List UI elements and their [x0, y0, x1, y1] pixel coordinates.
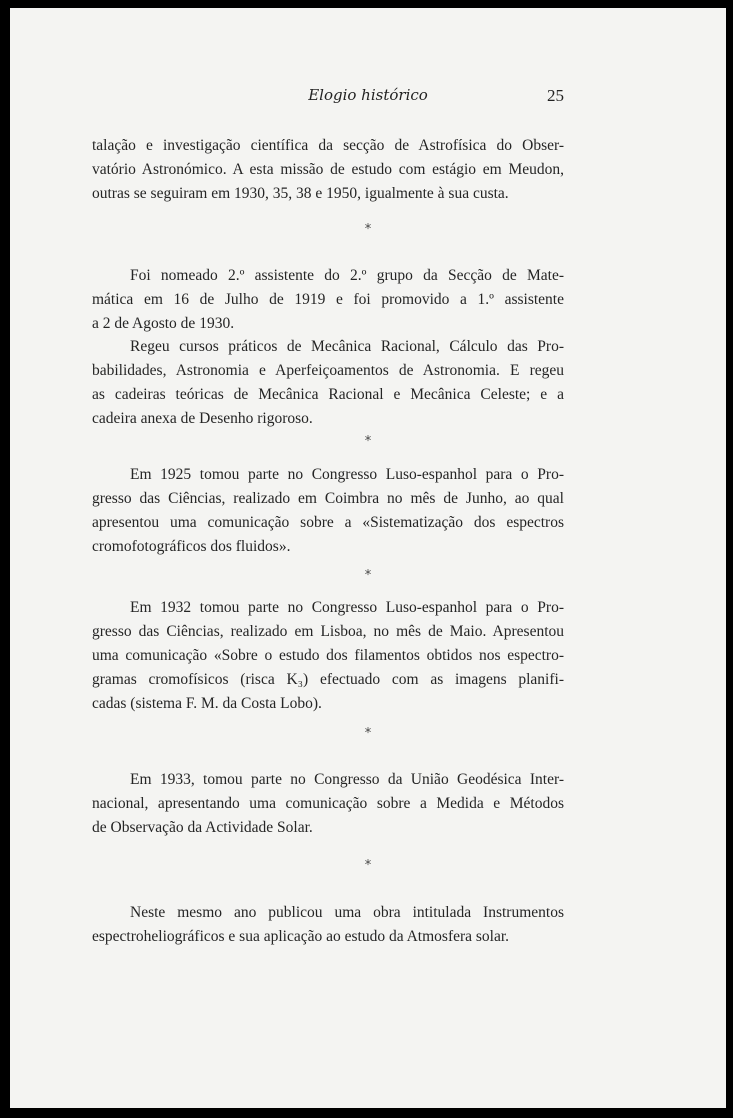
text-line: Em 1932 tomou parte no Congresso Luso-espanhol para o Pro-	[130, 599, 564, 616]
text-line: as cadeiras teóricas de Mecânica Racional e Mecânica Celeste; e a	[92, 386, 564, 403]
paragraph-1	[92, 134, 564, 206]
text-line: gresso das Ciências, realizado em Coimbra no mês de Junho, ao qual	[92, 490, 564, 507]
text-line: mática em 16 de Julho de 1919 e foi promovido a 1.º assistente	[92, 291, 564, 308]
text-line: apresentou uma comunicação sobre a «Sistematização dos espectros	[92, 514, 564, 531]
text-line: de Observação da Actividade Solar.	[92, 819, 313, 836]
running-header-title: Elogio histórico	[308, 86, 428, 104]
text-line: Em 1925 tomou parte no Congresso Luso-espanhol para o Pro-	[130, 466, 564, 483]
text-line: Em 1933, tomou parte no Congresso da União Geodésica Inter-	[130, 771, 564, 788]
text-line: Neste mesmo ano publicou uma obra intitulada Instrumentos	[130, 904, 564, 921]
text-line: babilidades, Astronomia e Aperfeiçoamentos de Astronomia. E regeu	[92, 362, 564, 379]
page-number: 25	[547, 86, 564, 105]
paragraph-3	[92, 335, 564, 431]
text-line: talação e investigação científica da secção de Astrofísica do Obser-	[92, 137, 564, 154]
text-line: nacional, apresentando uma comunicação sobre a Medida e Métodos	[92, 795, 564, 812]
text-line: gramas cromofísicos (risca K₃) efectuado com as imagens planifi-	[92, 671, 564, 688]
text-line: vatório Astronómico. A esta missão de estudo com estágio em Meudon,	[92, 161, 564, 178]
paragraph-2	[92, 264, 564, 336]
section-separator: *	[364, 568, 372, 583]
paragraph-5	[92, 596, 564, 716]
text-line: cadeira anexa de Desenho rigoroso.	[92, 410, 313, 427]
text-line: cromofotográficos dos fluidos».	[92, 538, 291, 555]
text-line: espectroheliográficos e sua aplicação ao estudo da Atmosfera solar.	[92, 928, 510, 945]
paragraph-6	[92, 768, 564, 840]
section-separator: *	[364, 434, 372, 449]
document-page	[10, 8, 726, 1108]
text-line: uma comunicação «Sobre o estudo dos filamentos obtidos nos espectro-	[92, 647, 564, 664]
section-separator: *	[364, 858, 372, 873]
text-line: outras se seguiram em 1930, 35, 38 e 1950, igualmente à sua custa.	[92, 185, 509, 202]
text-line: Regeu cursos práticos de Mecânica Racional, Cálculo das Pro-	[130, 338, 564, 355]
text-line: cadas (sistema F. M. da Costa Lobo).	[92, 695, 322, 712]
text-line: Foi nomeado 2.º assistente do 2.º grupo da Secção de Mate-	[130, 267, 564, 284]
section-separator: *	[364, 222, 372, 237]
paragraph-7	[92, 901, 564, 949]
text-line: gresso das Ciências, realizado em Lisboa, no mês de Maio. Apresentou	[92, 623, 564, 640]
text-line: a 2 de Agosto de 1930.	[92, 315, 235, 332]
paragraph-4	[92, 463, 564, 559]
section-separator: *	[364, 726, 372, 741]
